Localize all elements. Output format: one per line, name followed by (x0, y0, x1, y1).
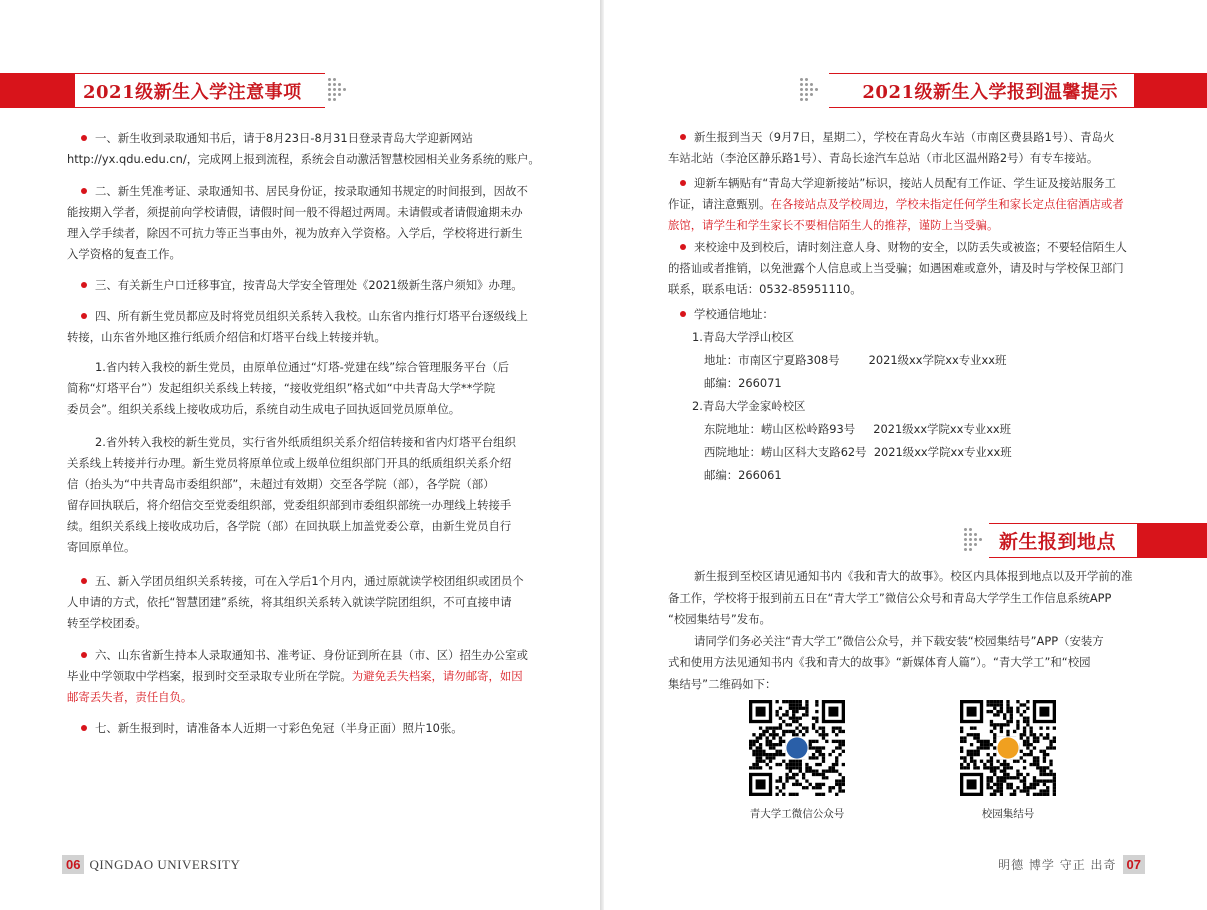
notice-text: 留存回执联后，将介绍信交至党委组织部，党委组织部到市委组织部统一办理线上转接手 (67, 498, 512, 512)
notice-text: 五、新入学团员组织关系转接，可在入学后1个月内，通过原就读学校团组织或团员个 (95, 574, 524, 588)
left-page-number: 06 (62, 855, 84, 874)
notice-item (67, 718, 547, 739)
dots-decoration-icon (800, 78, 824, 102)
notice-text: 一、新生收到录取通知书后，请于8月23日-8月31日登录青岛大学迎新网站 (95, 131, 473, 145)
notice-text: 能按期入学者，须提前向学校请假，请假时间一般不得超过两周。未请假或者请假逾期未办 (67, 205, 523, 219)
notice-item (67, 306, 547, 348)
bullet-icon (680, 134, 686, 140)
notice-text: 四、所有新生党员都应及时将党员组织关系转入我校。山东省内推行灯塔平台逐级线上 (95, 309, 528, 323)
notice-text: 理入学手续者，除因不可抗力等正当事由外，视为放弃入学资格。入学后，学校将进行新生 (67, 226, 523, 240)
notice-item (67, 432, 547, 558)
tip-text: 新生报到当天（9月7日，星期二），学校在青岛火车站（市南区费县路1号）、青岛火 (694, 130, 1115, 144)
notice-text: 简称“灯塔平台”）发起组织关系线上转接，“接收党组织”格式如“中共青岛大学**学院 (67, 381, 496, 395)
tip-item (668, 173, 1138, 236)
bullet-icon (81, 188, 87, 194)
warning-text: 在各接站点及学校周边，学校未指定任何学生和家长定点住宿酒店或者 (770, 197, 1124, 211)
address-line: 1.青岛大学浮山校区 (692, 330, 794, 344)
right-page-title: 2021级新生入学报到温馨提示 (862, 81, 1118, 103)
bullet-icon (81, 578, 87, 584)
bullet-icon (81, 652, 87, 658)
bullet-icon (81, 282, 87, 288)
address-line: 西院地址：崂山区科大支路62号 2021级xx学院xx专业xx班 (704, 445, 1012, 459)
notice-text: 寄回原单位。 (67, 540, 136, 554)
left-page-title: 2021级新生入学注意事项 (83, 81, 302, 103)
tip-item (668, 304, 1138, 325)
tip-text: 的搭讪或者推销，以免泄露个人信息或上当受骗；如遇困难或意外，请及时与学校保卫部门 (668, 261, 1124, 275)
warning-text: 旅馆，请学生和学生家长不要相信陌生人的推荐，谨防上当受骗。 (668, 218, 999, 232)
qr-code-qingda-xuegong (749, 700, 845, 796)
tip-text: 联系，联系电话：0532-85951110。 (668, 282, 862, 296)
address-line: 东院地址：崂山区松岭路93号 2021级xx学院xx专业xx班 (704, 422, 1012, 436)
notice-text: 关系线上转接并行办理。新生党员将原单位或上级单位组织部门开具的纸质组织关系介绍 (67, 456, 512, 470)
section2-title-box (989, 523, 1137, 558)
right-footer (998, 855, 1145, 874)
right-page (604, 0, 1207, 910)
notice-text: 六、山东省新生持本人录取通知书、准考证、身份证到所在县（市、区）招生办公室或 (95, 648, 528, 662)
footer-motto: 明德 博学 守正 出奇 (998, 858, 1117, 872)
section2-band (1137, 523, 1207, 558)
footer-university: QINGDAO UNIVERSITY (89, 856, 241, 872)
address-line: 地址：市南区宁夏路308号 2021级xx学院xx专业xx班 (704, 353, 1007, 367)
warning-text: 为避免丢失档案，请勿邮寄，如因 (351, 669, 523, 683)
section2-title: 新生报到地点 (999, 531, 1117, 553)
qr2-caption: 校园集结号 (981, 808, 1035, 820)
notice-item (67, 275, 547, 296)
notice-text: 委员会”。组织关系线上接收成功后，系统自动生成电子回执返回党员原单位。 (67, 402, 461, 416)
right-title-box (829, 73, 1134, 108)
notice-text: http://yx.qdu.edu.cn/，完成网上报到流程，系统会自动激活智慧校园相关业务系统的账户。 (67, 152, 540, 166)
notice-text: 毕业中学领取中学档案，报到时交至录取专业所在学院。 (67, 669, 352, 683)
tip-item (668, 127, 1138, 169)
address-line: 邮编：266061 (704, 468, 782, 482)
bullet-icon (680, 180, 686, 186)
right-title-band (1134, 73, 1207, 108)
dots-decoration-icon (964, 528, 988, 552)
section2-line: 新生报到至校区请见通知书内《我和青大的故事》。校区内具体报到地点以及开学前的准 (694, 569, 1133, 583)
warning-text: 邮寄丢失者，责任自负。 (67, 690, 193, 704)
notice-item (67, 645, 547, 708)
bullet-icon (81, 725, 87, 731)
address-line: 邮编：266071 (704, 376, 782, 390)
notice-text: 1.省内转入我校的新生党员，由原单位通过“灯塔-党建在线”综合管理服务平台（后 (95, 360, 510, 374)
tip-text: 迎新车辆贴有“青岛大学迎新接站”标识，接站人员配有工作证、学生证及接站服务工 (694, 176, 1116, 190)
notice-text: 入学资格的复查工作。 (67, 247, 181, 261)
tip-text: 学校通信地址： (694, 307, 774, 321)
section2-line: 集结号”二维码如下： (668, 676, 777, 691)
right-page-number: 07 (1123, 855, 1145, 874)
qr-code-campus-rally (960, 700, 1056, 796)
notice-text: 七、新生报到时，请准备本人近期一寸彩色免冠（半身正面）照片10张。 (95, 721, 463, 735)
tip-text: 来校途中及到校后，请时刻注意人身、财物的安全，以防丢失或被盗；不要轻信陌生人 (694, 240, 1127, 254)
bullet-icon (81, 313, 87, 319)
tip-text: 车站北站（李沧区静乐路1号）、青岛长途汽车总站（市北区温州路2号）有专车接站。 (668, 151, 1099, 165)
notice-text: 转接，山东省外地区推行纸质介绍信和灯塔平台线上转接并轨。 (67, 330, 386, 344)
left-title-band (0, 73, 75, 108)
notice-text: 人申请的方式，依托“智慧团建”系统，将其组织关系转入就读学院团组织，不可直接申请 (67, 595, 512, 609)
notice-item (67, 181, 547, 265)
address-line: 2.青岛大学金家岭校区 (692, 399, 806, 413)
section2-line: 式和使用方法见通知书内《我和青大的故事》“新媒体育人篇”）。“青大学工”和“校园 (668, 655, 1091, 669)
section2-line: 备工作，学校将于报到前五日在“青大学工”微信公众号和青岛大学学生工作信息系统APP (668, 590, 1112, 605)
section2-line: 请同学们务必关注“青大学工”微信公众号，并下载安装“校园集结号”APP（安装方 (694, 633, 1104, 648)
bullet-icon (81, 135, 87, 141)
left-title-box (75, 73, 325, 108)
section2-line: “校园集结号”发布。 (668, 612, 771, 626)
bullet-icon (680, 311, 686, 317)
notice-item (67, 128, 547, 170)
notice-text: 续。组织关系线上接收成功后，各学院（部）在回执联上加盖党委公章，由新生党员自行 (67, 519, 512, 533)
left-footer (62, 855, 240, 874)
left-page (0, 0, 600, 910)
notice-text: 转至学校团委。 (67, 616, 147, 630)
tip-text: 作证，请注意甄别。 (668, 197, 771, 211)
qr1-caption: 青大学工微信公众号 (749, 808, 845, 820)
bullet-icon (680, 244, 686, 250)
tip-item (668, 237, 1138, 300)
notice-item (67, 357, 547, 420)
notice-text: 信（抬头为“中共青岛市委组织部”，未超过有效期）交至各学院（部），各学院（部） (67, 477, 495, 491)
notice-item (67, 571, 547, 634)
dots-decoration-icon (328, 78, 352, 102)
notice-text: 二、新生凭准考证、录取通知书、居民身份证，按录取通知书规定的时间报到，因故不 (95, 184, 528, 198)
notice-text: 2.省外转入我校的新生党员，实行省外纸质组织关系介绍信转接和省内灯塔平台组织 (95, 435, 516, 449)
notice-text: 三、有关新生户口迁移事宜，按青岛大学安全管理处《2021级新生落户须知》办理。 (95, 278, 523, 292)
